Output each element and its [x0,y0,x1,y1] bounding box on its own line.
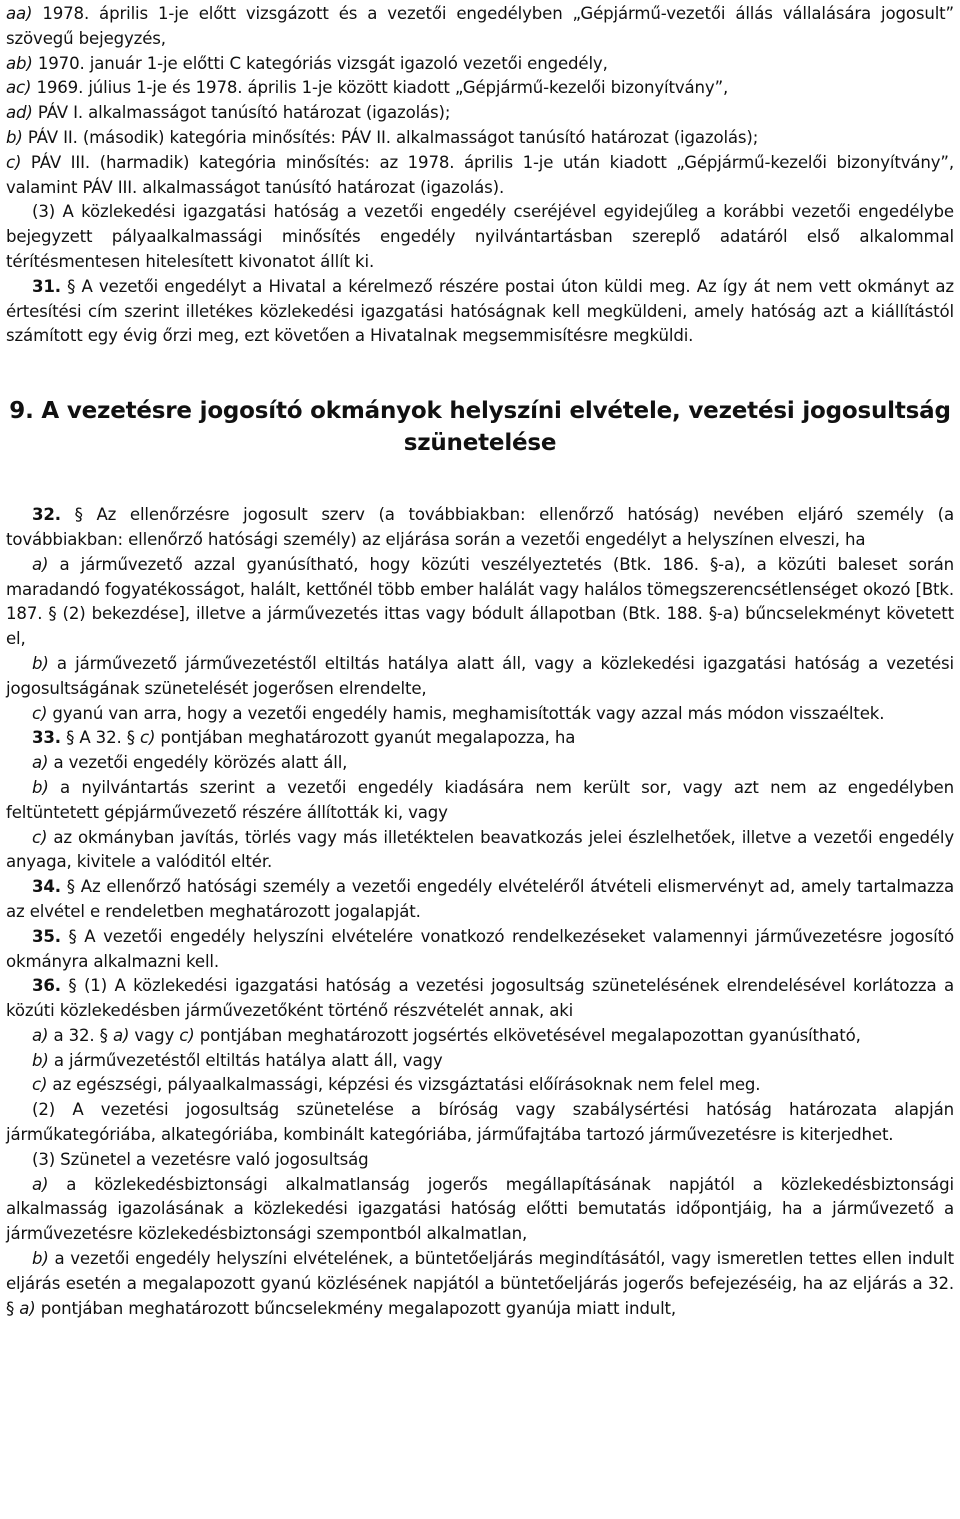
item-33-c [6,826,954,876]
section-text: § (1) A közlekedési igazgatási hatóság a vezetési jogosultság szünetelésének elrendelésével korlátozza a közúti közlekedésben járművezetőként történő részvételét annak, aki [6,976,954,1021]
section-36 [6,974,954,1024]
item-label: c) [6,152,22,172]
section-number: 35. [32,926,61,946]
item-36-b [6,1049,954,1074]
item-32-c [6,702,954,727]
item-label: a) [32,1174,49,1194]
item-label: c) [32,1075,48,1095]
paragraph-36-3 [6,1148,954,1173]
section-number: 36. [32,976,61,996]
section-text: § A 32. § [60,728,135,748]
item-36-3-a [6,1173,954,1247]
item-label: a) [107,1025,130,1045]
item-label: ab) [6,53,33,73]
item-label: b) [32,1050,49,1070]
item-text: a vezetői engedély körözés alatt áll, [48,753,348,773]
section-35 [6,925,954,975]
item-36-c [6,1073,954,1098]
item-text: gyanú van arra, hogy a vezetői engedély hamis, meghamisították vagy azzal más módon visszaéltek. [47,703,885,723]
item-label: c) [32,827,48,847]
item-label: a) [32,753,49,773]
item-text: az okmányban javítás, törlés vagy más illetéktelen beavatkozás jelei észlelhetőek, illetve a vezetői engedély anyaga, kivitele a valóditól eltér. [6,827,954,872]
item-text: 1970. január 1-je előtti C kategóriás vizsgát igazoló vezetői engedély, [32,53,608,73]
item-label: c) [32,703,48,723]
item-ab [6,52,954,77]
item-label: c) [174,1025,195,1045]
item-label: ac) [6,78,32,98]
item-text: a járművezetéstől eltiltás hatálya alatt áll, vagy [48,1050,443,1070]
item-text: pontjában meghatározott jogsértés elkövetésével megalapozottan gyanúsítható, [194,1025,861,1045]
item-b [6,126,954,151]
item-text: PÁV I. alkalmasságot tanúsító határozat (igazolás); [32,103,451,123]
paragraph-text: (3) Szünetel a vezetésre való jogosultság [32,1149,369,1169]
section-number: 33. [32,728,61,748]
paragraph-36-2 [6,1098,954,1148]
item-text: a járművezető járművezetéstől eltiltás hatálya alatt áll, vagy a közlekedési igazgatási hatóság a vezetési jogosultságának szünetelését jogerősen elrendelte, [6,653,954,698]
item-32-b [6,652,954,702]
item-text: a járművezető azzal gyanúsítható, hogy közúti veszélyeztetés (Btk. 186. §-a), a közúti baleset során maradandó fogyatékosságot, halált, kettőnél több ember halálát vagy halálos tömegszerencsétlenséget okozó [Btk. 187. § (2) bekezdése], illetve a járművezetés ittas vagy bódult állapotban (Btk. 188. §-a) bűncselekményt követett el, [6,554,954,649]
item-text: pontjában meghatározott bűncselekmény megalapozott gyanúja miatt indult, [35,1298,677,1318]
section-text: § Az ellenőrző hatósági személy a vezetői engedély elvételéről átvételi elismervényt ad, amely tartalmazza az elvétel e rendeletben meghatározott jogalapját. [6,877,954,921]
item-33-b [6,776,954,826]
item-label: a) [32,554,49,574]
section-34 [6,875,954,925]
item-label: a) [32,1025,49,1045]
item-label: b) [6,127,23,147]
chapter-heading: 9. A vezetésre jogosító okmányok helyszíni elvétele, vezetési jogosultság szünetelése [9,398,951,457]
paragraph-text: (3) A közlekedési igazgatási hatóság a vezetői engedély cseréjével egyidejűleg a korábbi vezetői engedélybe bejegyzett pályaalkalmassági minősítés engedély nyilvántartásban szereplő adatáról első alkalommal térítésmentesen hitelesített kivonatot állít ki. [6,202,954,271]
item-36-3-b [6,1247,954,1321]
section-text: pontjában meghatározott gyanút megalapozza, ha [155,728,576,748]
item-label: b) [32,1249,49,1269]
item-label: aa) [6,4,33,23]
item-aa [6,2,954,52]
section-31 [6,275,954,349]
section-text: § Az ellenőrzésre jogosult szerv (a továbbiakban: ellenőrző hatóság) nevében eljáró személy (a továbbiakban: ellenőrző hatósági személy) az eljárása során a vezetői engedélyt a helyszínen elveszi, ha [6,505,954,549]
section-text: § A vezetői engedély helyszíni elvételére vonatkozó rendelkezéseket valamennyi járművezetésre jogosító okmányra alkalmazni kell. [6,926,954,971]
section-32 [6,503,954,553]
item-label: b) [32,777,49,797]
section-33 [6,726,954,751]
item-text: 1969. július 1-je és 1978. április 1-je között kiadott „Gépjármű-kezelői bizonyítvány”, [31,78,729,98]
item-32-a [6,553,954,652]
section-number: 32. [32,505,61,525]
item-label: b) [32,653,49,673]
item-text: PÁV III. (harmadik) kategória minősítés: az 1978. április 1-je után kiadott „Gépjármű-kezelői bizonyítvány”, valamint PÁV III. alkalmasságot tanúsító határozat (igazolás). [6,152,954,197]
item-label: a) [14,1298,36,1318]
item-36-a [6,1024,954,1049]
item-text: a 32. § [48,1025,108,1045]
item-ad [6,101,954,126]
paragraph-text: (2) A vezetési jogosultság szünetelése a bíróság vagy szabálysértési hatóság határozata alapján járműkategóriába, alkategóriába, kombinált kategóriába, járműfajtába tartozó járművezetésre is kiterjedhet. [6,1100,954,1145]
item-text: a közlekedésbiztonsági alkalmatlanság jogerős megállapításának napjától a közlekedésbiztonsági alkalmasság igazolásának a közlekedési igazgatási hatóság előtti bemutatás időpontjáig, ha a járművezető a járművezetésre közlekedésbiztonsági szempontból alkalmatlan, [6,1174,954,1244]
item-label: ad) [6,103,33,123]
item-33-a [6,751,954,776]
item-c [6,151,954,201]
item-text: a nyilvántartás szerint a vezetői engedély kiadására nem került sor, vagy azt nem az engedélyben feltüntetett gépjárművezető részére állították ki, vagy [6,777,954,822]
item-text: PÁV II. (második) kategória minősítés: PÁV II. alkalmasságot tanúsító határozat (igazolás); [22,127,759,147]
item-text: a vezetői engedély helyszíni elvételének, a büntetőeljárás megindításától, vagy ismeretlen tettes ellen indult eljárás esetén a megalapozott gyanú közlésének napjától a büntetőeljárás jogerős befejezéséig, ha az eljárás a 32. § [6,1249,954,1318]
section-number: 31. [32,276,61,296]
paragraph-3 [6,200,954,274]
item-text: vagy [129,1025,175,1045]
item-ac [6,76,954,101]
item-label: c) [134,728,156,748]
section-text: § A vezetői engedélyt a Hivatal a kérelmező részére postai úton küldi meg. Az így át nem vett okmányt az értesítési cím szerint illetékes közlekedési igazgatási hatóságnak kell megküldeni, amely hatóság azt a kiállítástól számított egy évig őrzi meg, ezt követően a Hivatalnak megsemmisítésre megküldi. [6,276,954,346]
item-text: az egészségi, pályaalkalmassági, képzési és vizsgáztatási előírásoknak nem felel meg. [47,1075,761,1095]
item-text: 1978. április 1-je előtt vizsgázott és a vezetői engedélyben „Gépjármű-vezetői állás vállalására jogosult” szövegű bejegyzés, [6,4,954,48]
section-number: 34. [32,877,61,897]
